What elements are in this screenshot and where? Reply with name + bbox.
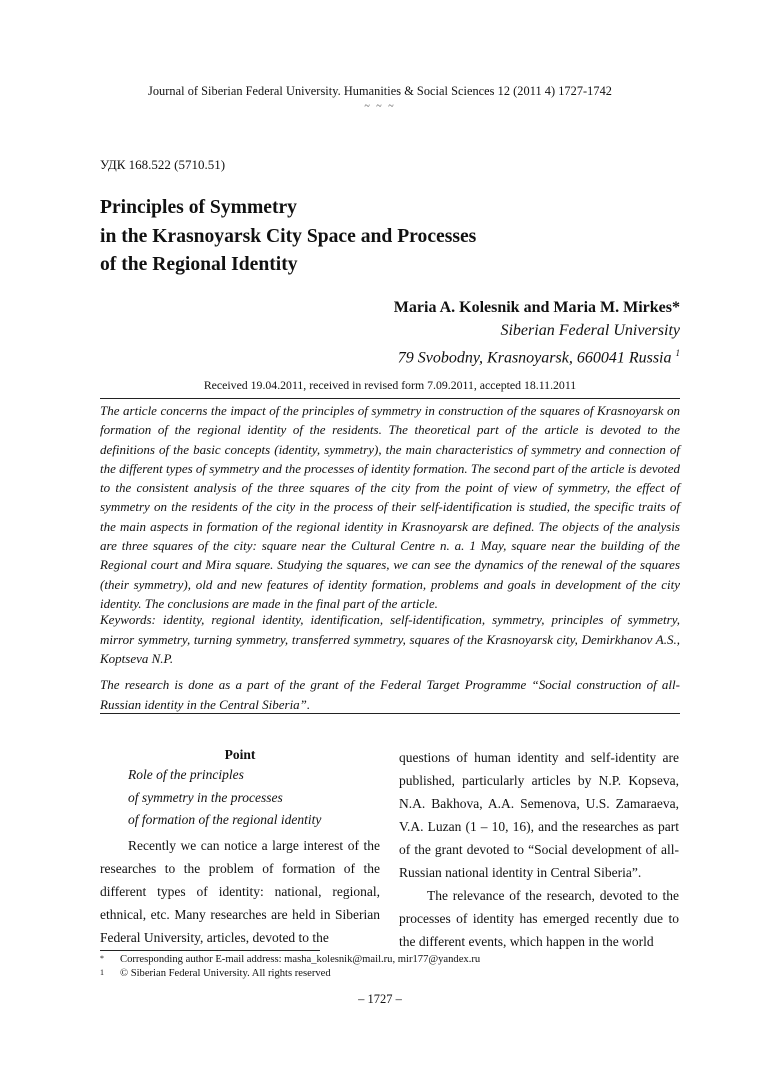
title-line-2: in the Krasnoyarsk City Space and Processes: [100, 225, 477, 247]
received-dates: Received 19.04.2011, received in revised form 7.09.2011, accepted 18.11.2011: [203, 378, 577, 392]
footnote-item: [100, 967, 680, 981]
footnote-item: [100, 953, 680, 967]
journal-header: Journal of Siberian Federal University. Humanities & Social Sciences 12 (2011 4) 1727-1742: [148, 84, 612, 98]
footnote-text: Corresponding author E-mail address: masha_kolesnik@mail.ru, mir177@yandex.ru: [120, 954, 481, 965]
section-subtitle-line: of symmetry in the processes: [128, 789, 283, 805]
footnote-mark: 1: [100, 968, 104, 977]
footnote-mark: *: [100, 954, 104, 963]
title-line-1: Principles of Symmetry: [100, 197, 297, 218]
body-paragraph: The relevance of the research, devoted to the processes of identity has emerged recently due to the different events, which happen in the world: [399, 888, 679, 949]
body-paragraph: questions of human identity and self-identity are published, particularly articles by N.P. Kopseva, N.A. Bakhova, A.A. Semenova, U.S. Zamaraeva, V.A. Luzan (1 – 10, 16), and the researches as part of the grant devoted to “Social development of all-Russian national identity in Central Siberia”.: [399, 750, 679, 880]
keywords: Keywords: identity, regional identity, identification, self-identification, symmetry, principles of symmetry, mirror symmetry, turning symmetry, transferred symmetry, squares of the Krasnoyarsk city, Demirkhanov A.S., Koptseva N.P.: [100, 612, 680, 666]
left-column: [100, 746, 380, 949]
article-title: [100, 194, 660, 280]
udk-code: УДК 168.522 (5710.51): [100, 157, 226, 172]
section-heading: Point: [224, 747, 256, 762]
author-names: Maria A. Kolesnik and Maria M. Mirkes*: [393, 299, 680, 316]
footnote-text: © Siberian Federal University. All rights reserved: [120, 968, 331, 979]
abstract: The article concerns the impact of the principles of symmetry in construction of the squares of Krasnoyarsk on formation of the regional identity of the residents. The theoretical part of the article is devoted to the definitions of the basic concepts (identity, symmetry), the main characteristics of symmetry and connection of the different types of symmetry and the processes of identity formation. The second part of the article is devoted to the consistent analysis of the three squares of the city from the point of view of symmetry, the effect of symmetry on the residents of the city in the process of their self-identification is studied, the specific traits of the main aspects in formation of the regional identity in Krasnoyarsk are defined. The objects of the analysis are three squares of the city: square near the Cultural Centre n. a. 1 May, square near the building of the Regional court and Mira square. Studying the squares, we can see the dynamics of the renewal of the squares (their symmetry), old and new features of identity formation, problems and goals in development of the city identity. The conclusions are made in the final part of the article.: [100, 403, 680, 611]
address-footnote-mark: 1: [675, 348, 680, 358]
right-column: [399, 746, 679, 953]
author-block: [394, 296, 680, 369]
page-number: – 1727 –: [358, 992, 402, 1006]
header-ornament: ~ ~ ~: [364, 101, 396, 112]
divider-top: [100, 398, 680, 399]
grant-note: The research is done as a part of the grant of the Federal Target Programme “Social construction of all-Russian identity in the Central Siberia”.: [100, 677, 680, 712]
section-subtitle-line: of formation of the regional identity: [128, 812, 322, 827]
footnotes: [100, 953, 680, 981]
author-affiliation: Siberian Federal University: [500, 322, 680, 339]
body-paragraph: Recently we can notice a large interest of the researches to the problem of formation of the different types of identity: national, regional, ethnical, etc. Many researches are held in Siberian Federal University, articles, devoted to the: [100, 837, 380, 945]
author-address: [394, 342, 680, 369]
section-subtitle: [100, 764, 380, 832]
divider-bottom: [100, 713, 680, 714]
section-subtitle-line: Role of the principles: [128, 767, 244, 782]
title-line-3: of the Regional Identity: [100, 254, 298, 275]
author-address-text: 79 Svobodny, Krasnoyarsk, 660041 Russia: [397, 349, 672, 367]
footnote-rule: [100, 950, 320, 951]
